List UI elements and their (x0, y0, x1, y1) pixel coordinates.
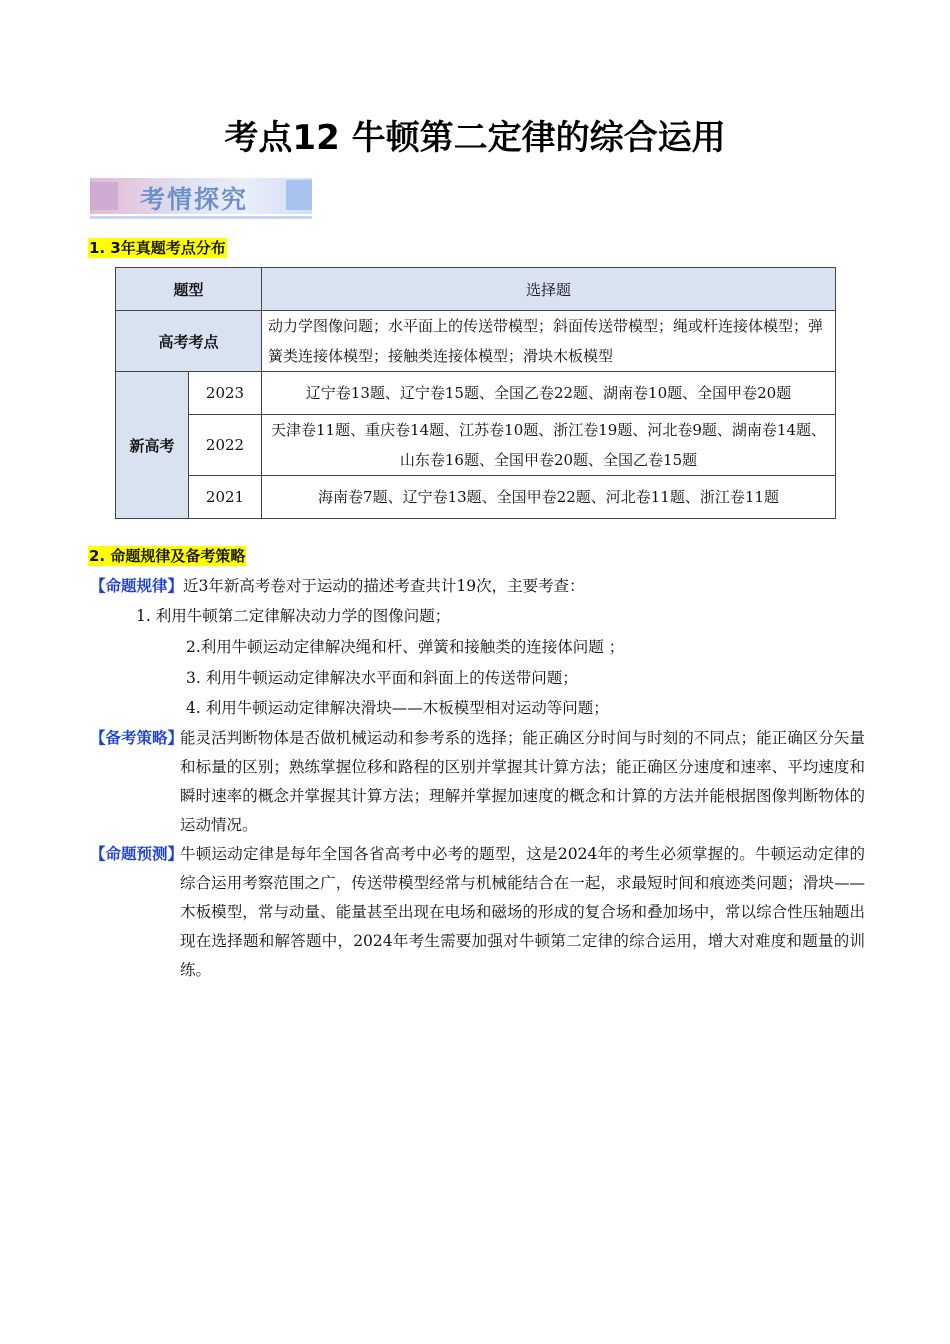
table-row (116, 415, 836, 476)
banner-right-square (286, 180, 312, 210)
prediction-tag: 【命题预测】 (90, 845, 184, 863)
year-cell: 2023 (189, 372, 262, 415)
page-title: 考点12 牛顿第二定律的综合运用 (224, 118, 726, 158)
type-label-cell: 题型 (116, 268, 262, 311)
type-value-cell: 选择题 (262, 268, 836, 311)
points-label-cell: 高考考点 (116, 311, 262, 372)
year-cell: 2021 (189, 476, 262, 519)
strategy-tag: 【备考策略】 (90, 729, 184, 747)
banner-text: 考情探究 (140, 185, 249, 214)
prediction-block (90, 840, 865, 985)
rules-intro (90, 572, 585, 601)
papers-cell: 天津卷11题、重庆卷14题、江苏卷10题、浙江卷19题、河北卷9题、湖南卷14题、山东卷16题、全国甲卷20题、全国乙卷15题 (262, 415, 836, 476)
strategy-text: 能灵活判断物体是否做机械运动和参考系的选择；能正确区分时间与时刻的不同点；能正确区分矢量和标量的区别；熟练掌握位移和路程的区别并掌握其计算方法；能正确区分速度和速率、平均速度和瞬时速率的概念并掌握其计算方法；理解并掌握加速度的概念和计算的方法并能根据图像判断物体的运动情况。 (180, 729, 865, 834)
papers-cell: 海南卷7题、辽宁卷13题、全国甲卷22题、河北卷11题、浙江卷11题 (262, 476, 836, 519)
strategy-block (90, 724, 865, 840)
year-cell: 2022 (189, 415, 262, 476)
table-row (116, 476, 836, 519)
table-row (116, 268, 836, 311)
prediction-text: 牛顿运动定律是每年全国各省高考中必考的题型，这是2024年的考生必须掌握的。牛顿运动定律的综合运用考察范围之广，传送带模型经常与机械能结合在一起，求最短时间和痕迹类问题；滑块——木板模型，常与动量、能量甚至出现在电场和磁场的形成的复合场和叠加场中，常以综合性压轴题出现在选择题和解答题中，2024年考生需要加强对牛顿第二定律的综合运用，增大对难度和题量的训练。 (180, 845, 865, 979)
section-banner (90, 178, 312, 220)
banner-left-square (90, 182, 118, 210)
rules-tag: 【命题规律】 (90, 577, 184, 595)
rules-intro-text: 近3年新高考卷对于运动的描述考查共计19次，主要考查： (183, 577, 585, 595)
group-label-cell: 新高考 (116, 372, 189, 519)
exam-distribution-table (115, 267, 836, 519)
banner-underline (90, 216, 312, 219)
section1-heading: 1. 3年真题考点分布 (89, 239, 226, 257)
papers-cell: 辽宁卷13题、辽宁卷15题、全国乙卷22题、湖南卷10题、全国甲卷20题 (262, 372, 836, 415)
points-value-cell: 动力学图像问题；水平面上的传送带模型；斜面传送带模型；绳或杆连接体模型；弹簧类连接体模型；接触类连接体模型；滑块木板模型 (262, 311, 836, 372)
section2-heading: 2. 命题规律及备考策略 (89, 547, 246, 565)
rule-item: 2.利用牛顿运动定律解决绳和杆、弹簧和接触类的连接体问题 ； (186, 638, 625, 656)
rule-item: 3. 利用牛顿运动定律解决水平面和斜面上的传送带问题； (186, 669, 578, 687)
rule-item: 4. 利用牛顿运动定律解决滑块——木板模型相对运动等问题； (186, 699, 609, 717)
table-row (116, 311, 836, 372)
table-row (116, 372, 836, 415)
rule-item: 1. 利用牛顿第二定律解决动力学的图像问题； (136, 607, 451, 625)
